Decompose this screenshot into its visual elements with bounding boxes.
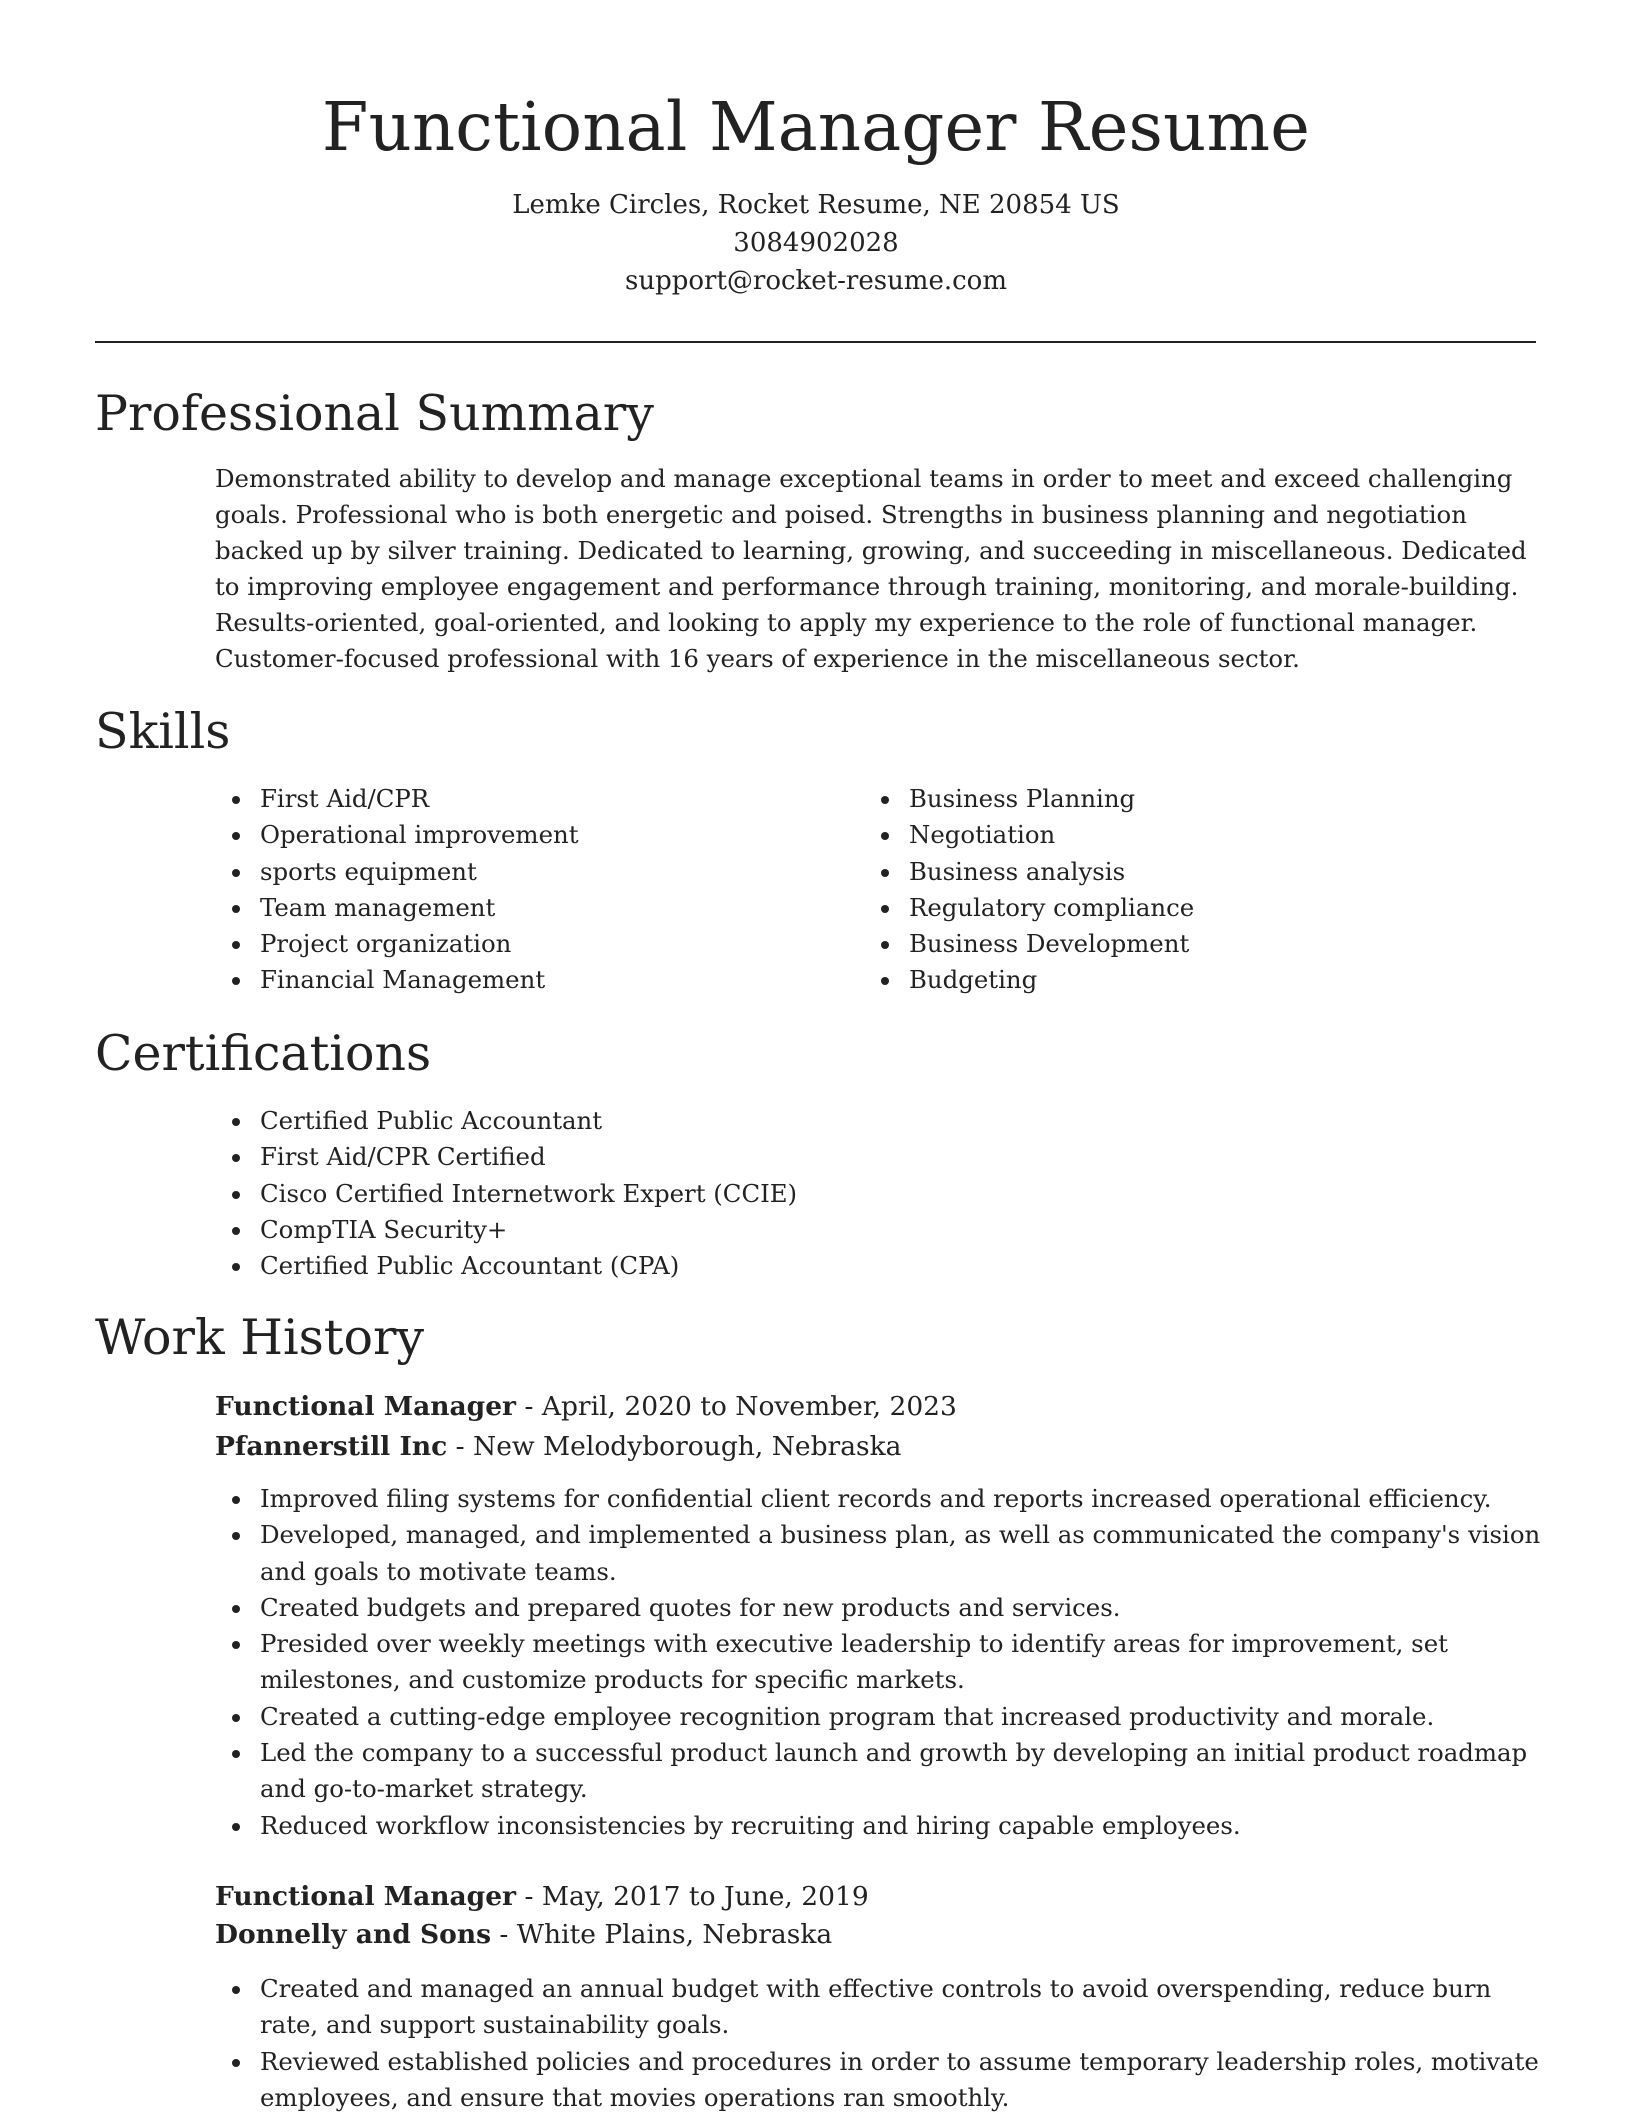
job-location: - White Plains, Nebraska: [491, 1919, 833, 1950]
job-1-company-line: [215, 1428, 901, 1466]
list-item: Led the company to a successful product launch and growth by developing an initial product roadmap and go-to-market strategy.: [215, 1735, 1545, 1808]
job-2-title-line: [215, 1878, 869, 1916]
list-item: Operational improvement: [215, 817, 855, 853]
list-item: CompTIA Security+: [215, 1212, 1525, 1248]
job-dates: - April, 2020 to November, 2023: [516, 1391, 957, 1422]
list-item: First Aid/CPR Certified: [215, 1139, 1525, 1175]
job-2-bullets: [215, 1971, 1545, 2116]
list-item: Created a cutting-edge employee recognition program that increased productivity and morale.: [215, 1699, 1545, 1735]
list-item: Certified Public Accountant (CPA): [215, 1248, 1525, 1284]
skills-list-left: [215, 781, 855, 999]
list-item: Developed, managed, and implemented a business plan, as well as communicated the company's vision and goals to motivate teams.: [215, 1517, 1545, 1590]
work-heading: Work History: [95, 1309, 425, 1366]
job-1-title-line: [215, 1388, 957, 1426]
skills-heading: Skills: [95, 703, 231, 760]
job-1-bullets: [215, 1481, 1545, 1844]
contact-address: Lemke Circles, Rocket Resume, NE 20854 US: [512, 190, 1120, 220]
list-item: Project organization: [215, 926, 855, 962]
list-item: Regulatory compliance: [864, 890, 1524, 926]
list-item: Financial Management: [215, 962, 855, 998]
list-item: Reviewed established policies and procedures in order to assume temporary leadership roles, motivate employees, and ensure that movies operations ran smoothly.: [215, 2044, 1545, 2116]
list-item: Budgeting: [864, 962, 1524, 998]
contact-email: support@rocket-resume.com: [624, 266, 1007, 296]
resume-title: Functional Manager Resume: [321, 88, 1311, 166]
contact-block: [0, 186, 1632, 300]
list-item: Certified Public Accountant: [215, 1103, 1525, 1139]
list-item: Reduced workflow inconsistencies by recruiting and hiring capable employees.: [215, 1808, 1545, 1844]
job-title: Functional Manager: [215, 1391, 517, 1422]
job-location: - New Melodyborough, Nebraska: [447, 1431, 902, 1462]
job-title: Functional Manager: [215, 1881, 517, 1912]
list-item: Created budgets and prepared quotes for new products and services.: [215, 1590, 1545, 1626]
contact-phone: 3084902028: [733, 228, 899, 258]
summary-text: Demonstrated ability to develop and manage exceptional teams in order to meet and exceed challenging goals. Professional who is both energetic and poised. Strengths in business planning and negotiation backed up by silver training. Dedicated to learning, growing, and succeeding in miscellaneous. Dedicated to improving employee engagement and performance through training, monitoring, and morale-building. Results-oriented, goal-oriented, and looking to apply my experience to the role of functional manager. Customer-focused professional with 16 years of experience in the miscellaneous sector.: [215, 464, 1527, 673]
list-item: Business Planning: [864, 781, 1524, 817]
list-item: First Aid/CPR: [215, 781, 855, 817]
job-company: Pfannerstill Inc: [215, 1431, 448, 1462]
list-item: Business Development: [864, 926, 1524, 962]
job-2-company-line: [215, 1916, 832, 1954]
list-item: sports equipment: [215, 854, 855, 890]
header-divider: [95, 341, 1536, 343]
certifications-heading: Certifications: [95, 1025, 432, 1082]
certifications-list: [215, 1103, 1525, 1284]
list-item: Presided over weekly meetings with executive leadership to identify areas for improvement, set milestones, and customize products for specific markets.: [215, 1626, 1545, 1699]
summary-heading: Professional Summary: [95, 385, 654, 442]
list-item: Team management: [215, 890, 855, 926]
list-item: Business analysis: [864, 854, 1524, 890]
list-item: Created and managed an annual budget with effective controls to avoid overspending, reduce burn rate, and support sustainability goals.: [215, 1971, 1545, 2044]
list-item: Cisco Certified Internetwork Expert (CCIE): [215, 1176, 1525, 1212]
list-item: Improved filing systems for confidential client records and reports increased operational efficiency.: [215, 1481, 1545, 1517]
job-company: Donnelly and Sons: [215, 1919, 491, 1950]
list-item: Negotiation: [864, 817, 1524, 853]
skills-list-right: [864, 781, 1524, 999]
job-dates: - May, 2017 to June, 2019: [516, 1881, 869, 1912]
resume-header: [0, 0, 1632, 300]
